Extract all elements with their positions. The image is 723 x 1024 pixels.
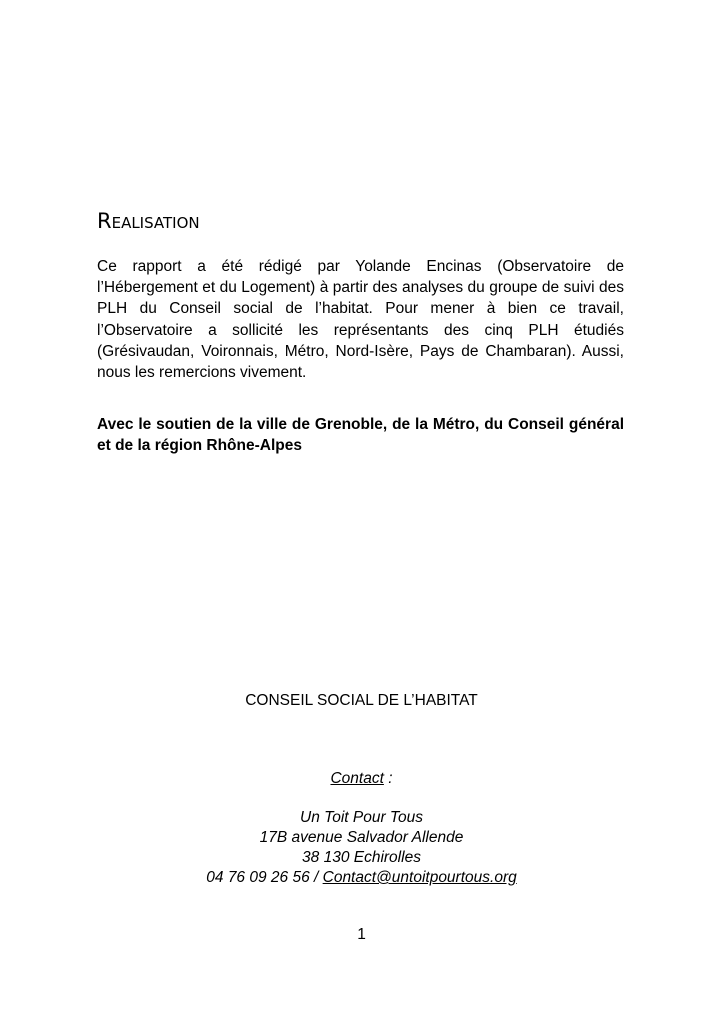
contact-email-link[interactable]: Contact@untoitpourtous.org <box>322 869 517 886</box>
contact-phone-email-line <box>0 868 723 888</box>
contact-phone: 04 76 09 26 56 / <box>206 869 323 886</box>
contact-city: 38 130 Echirolles <box>302 849 421 866</box>
contact-address <box>0 808 723 888</box>
contact-name: Un Toit Pour Tous <box>300 809 423 826</box>
organization-name: CONSEIL SOCIAL DE L’HABITAT <box>245 692 478 709</box>
section-heading: Realisation <box>97 209 200 233</box>
contact-label-suffix: : <box>383 770 393 787</box>
contact-label: Contact <box>330 770 384 787</box>
page-number: 1 <box>357 926 366 943</box>
support-paragraph: Avec le soutien de la ville de Grenoble, de la Métro, du Conseil général et de la région Rhône-Alpes <box>97 416 624 455</box>
contact-heading <box>0 770 723 788</box>
intro-paragraph: Ce rapport a été rédigé par Yolande Encinas (Observatoire de l’Hébergement et du Logement) à partir des analyses du groupe de suivi des PLH du Conseil social de l’habitat. Pour mener à bien ce travail, l’Observatoire a sollicité les représentants des cinq PLH étudiés (Grésivaudan, Voironnais, Métro, Nord-Isère, Pays de Chambaran). Aussi, nous les remercions vivement. <box>97 258 624 382</box>
contact-street: 17B avenue Salvador Allende <box>259 829 464 846</box>
